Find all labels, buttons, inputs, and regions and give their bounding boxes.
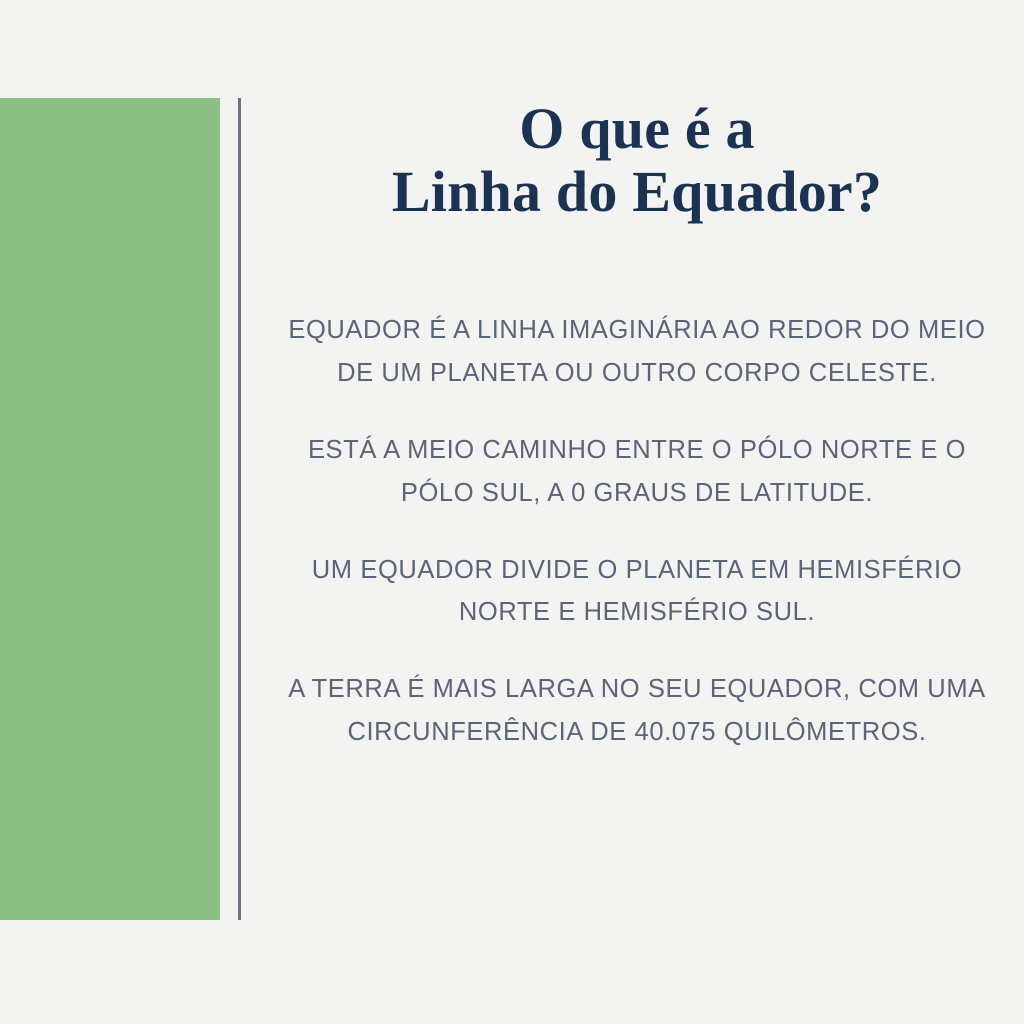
body-paragraph: ESTÁ A MEIO CAMINHO ENTRE O PÓLO NORTE E O PÓLO SUL, A 0 GRAUS DE LATITUDE. — [307, 435, 967, 507]
body-paragraph: EQUADOR É A LINHA IMAGINÁRIA AO REDOR DO MEIO DE UM PLANETA OU OUTRO CORPO CELESTE. — [288, 316, 986, 388]
page-title-line-2: Linha do Equador? — [391, 158, 883, 224]
page-title — [270, 90, 1004, 223]
body-paragraph: A TERRA É MAIS LARGA NO SEU EQUADOR, COM UMA CIRCUNFERÊNCIA DE 40.075 QUILÔMETROS. — [288, 675, 986, 747]
page-title-line-1: O que é a — [519, 96, 755, 161]
green-accent-block — [0, 98, 220, 920]
vertical-divider-rule — [238, 98, 241, 920]
body-paragraph: UM EQUADOR DIVIDE O PLANETA EM HEMISFÉRIO NORTE E HEMISFÉRIO SUL. — [311, 555, 963, 627]
content-column — [270, 90, 1004, 930]
body-copy — [270, 223, 1004, 754]
